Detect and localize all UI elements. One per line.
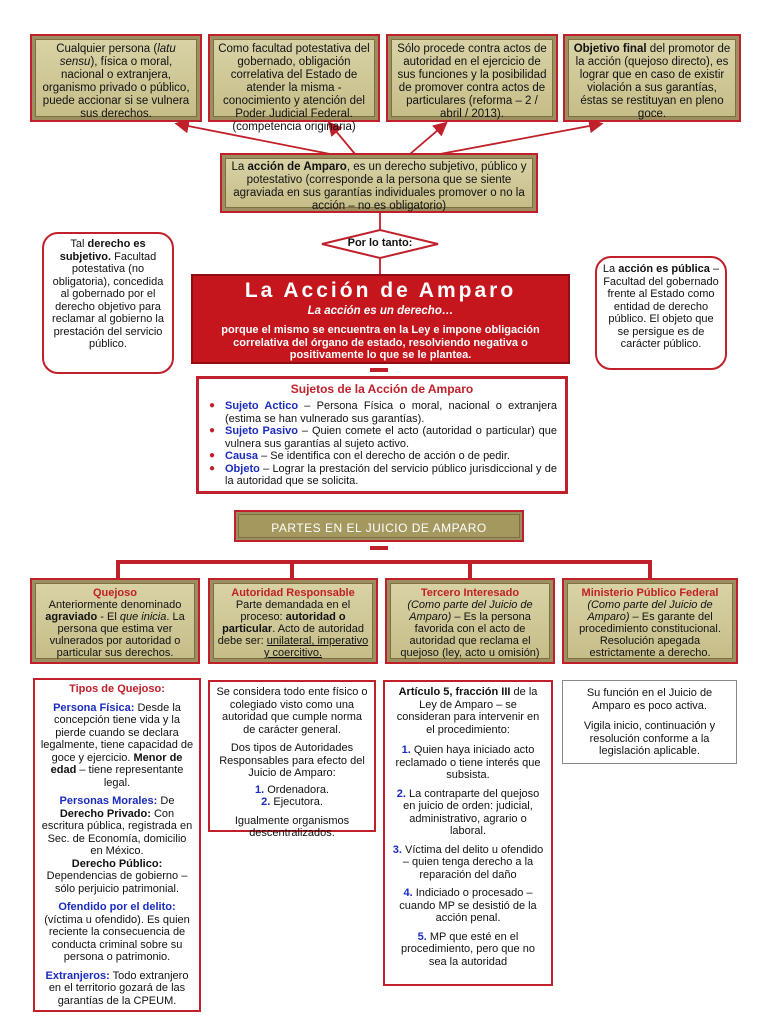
- autoridades-p3: Igualmente organismos descentralizados.: [234, 814, 350, 839]
- articulo-list: [391, 744, 545, 968]
- top-box4-rest: del promotor de la acción (quejoso directo), es lograr que en caso de existir violación a sus garantías, éstas se restituyan en pleno goce.: [575, 43, 731, 120]
- autoridades-p2: Dos tipos de Autoridades Responsables para efecto del Juicio de Amparo:: [219, 742, 365, 779]
- articulo-num: 3.: [392, 843, 402, 856]
- articulo-item-text: Víctima del delito u ofendido – quien tenga derecho a la reparación del daño: [402, 843, 544, 881]
- pm-term: Personas Morales:: [59, 795, 158, 807]
- sujeto-desc: – Quien comete el acto (autoridad o particular) que vulnera sus garantías al sujeto activo.: [225, 425, 558, 450]
- autoridades-item: [215, 796, 369, 809]
- ex-term: Extranjeros:: [45, 969, 110, 982]
- tipos-ofendido: [40, 901, 194, 964]
- articulo-5-box: [383, 680, 553, 986]
- pf-desc: Desde la concepción tiene vida y la pierde cuando se declara legalmente, tiene capacidad de goce y ejercicio.: [40, 701, 194, 764]
- funcion-p1: Su función en el Juicio de Amparo es poco activa.: [586, 687, 713, 712]
- sujetos-title: Sujetos de la Acción de Amparo: [290, 382, 474, 396]
- main-body: porque el mismo se encuentra en la Ley e impone obligación correlativa del órgano de estado, resolviendo negativa o positivamente lo que se le plantea.: [221, 324, 540, 361]
- autoridad-l2: . Acto de autoridad debe ser:: [217, 623, 364, 647]
- articulo-item-text: Indiciado o procesado – cuando MP se desistió de la acción penal.: [399, 887, 537, 924]
- sujeto-term: Sujeto Pasivo: [225, 425, 298, 437]
- articulo-num: 2.: [396, 787, 406, 800]
- center-bold: acción de Amparo: [247, 161, 347, 173]
- dp-term: Derecho Privado:: [59, 807, 151, 820]
- ministerio-i1: (Como parte del Juicio de Amparo): [587, 599, 713, 623]
- arrow-to-box4: [440, 124, 600, 154]
- autoridades-p1: Se considera todo ente físico o colegiado visto como una autoridad que cumple norma de carácter general.: [216, 686, 368, 736]
- autoridad-u1: unilateral, imperativo y coercitivo.: [263, 635, 369, 659]
- articulo-item: [391, 788, 545, 838]
- articulo-item-text: Quien haya iniciado acto reclamado o tiene interés que subsista.: [395, 744, 541, 781]
- parte-quejoso: [30, 578, 200, 664]
- parte-tercero: [385, 578, 555, 664]
- tercero-i1: (Como parte del Juicio de Amparo): [407, 599, 533, 623]
- quejoso-l3: . La persona que estima ver vulnerados por autoridad o particular sus derechos.: [49, 611, 185, 659]
- articulo-num: 5.: [417, 930, 427, 943]
- top-box1-t1: Cualquier persona (: [56, 43, 158, 55]
- of-desc: (víctima u ofendido). Es quien reciente la consecuencia de conducta criminal sobre su persona o patrimonio.: [44, 913, 190, 963]
- main-subtitle: La acción es un derecho…: [307, 305, 454, 317]
- tercero-title: Tercero Interesado: [420, 587, 520, 599]
- articulo-item: [391, 931, 545, 969]
- articulo-item: [391, 844, 545, 882]
- autoridades-item-text: Ordenadora.: [267, 783, 329, 796]
- articulo-item: [391, 744, 545, 782]
- quejoso-l1: Anteriormente denominado: [48, 599, 182, 611]
- tipos-extranjeros: [40, 970, 194, 1008]
- top-box4-bold: Objetivo final: [573, 43, 647, 55]
- tipos-title: Tipos de Quejoso:: [69, 683, 165, 695]
- autoridades-item: [215, 784, 369, 797]
- funcion-p2: Vigila inicio, continuación y resolución conforme a la legislación aplicable.: [583, 720, 716, 757]
- sujeto-desc: – Se identifica con el derecho de acción o de pedir.: [258, 450, 510, 462]
- ministerio-title: Ministerio Público Federal: [581, 587, 719, 599]
- parte-autoridad: [208, 578, 378, 664]
- autoridades-detail-box: [208, 680, 376, 839]
- ministerio-l1: – Es garante del procedimiento constitucional. Resolución apegada estrictamente a derecho.: [579, 611, 721, 659]
- right-note-accion-publica: [595, 256, 727, 370]
- sujeto-term: Objeto: [225, 462, 260, 475]
- autoridad-b1: autoridad o particular: [222, 611, 346, 635]
- arrow-to-box3: [410, 124, 445, 154]
- dpub-term: Derecho Público:: [71, 857, 163, 870]
- sujeto-item: [207, 450, 557, 463]
- autoridad-title: Autoridad Responsable: [231, 587, 355, 599]
- articulo-num: 1.: [401, 744, 411, 756]
- top-box1-t3: ), física o moral, nacional o extranjera, organismo privado o público, puede accionar si se vulnera sus derechos.: [42, 56, 190, 120]
- partes-label: PARTES EN EL JUICIO DE AMPARO: [238, 514, 520, 538]
- right-note-pre: La: [602, 263, 619, 275]
- tipos-derecho-publico: [40, 858, 194, 896]
- of-term: Ofendido por el delito:: [58, 901, 176, 913]
- center-rest: , es un derecho subjetivo, público y potestativo (corresponde a la persona que se siente agraviada en sus garantías individuales promover o no la acción – no es obligatorio): [233, 161, 527, 212]
- tipos-quejoso-box: [33, 678, 201, 1012]
- menor-desc: – tiene representante legal.: [76, 764, 184, 789]
- sujeto-desc: – Persona Física o moral, nacional o extranjera (estima se han vulnerado sus garantías).: [225, 400, 557, 425]
- right-note-bold: acción es pública: [618, 263, 710, 275]
- articulo-item-text: La contraparte del quejoso en juicio de orden: judicial, administrativo, agrario o laboral.: [403, 787, 540, 837]
- tipos-personas-morales: [40, 795, 194, 858]
- quejoso-b1: agraviado: [45, 611, 98, 623]
- sujeto-item: [207, 425, 557, 450]
- articulo-intro: [391, 686, 545, 736]
- top-box-facultad: [208, 34, 380, 133]
- top-box3-text: Sólo procede contra actos de autoridad en el ejercicio de sus funciones y la posibilidad de promover contra actos de particulares (reforma – 2 / abril / 2013).: [391, 39, 553, 117]
- sujeto-desc: – Lograr la prestación del servicio público jurisdiccional y de la autoridad que se solicita.: [225, 462, 557, 487]
- left-note-derecho-subjetivo: [42, 232, 174, 374]
- diamond-label: Por lo tanto:: [347, 237, 413, 249]
- autoridades-item-text: Ejecutora.: [273, 796, 323, 808]
- parte-ministerio: [562, 578, 738, 664]
- main-title: La Acción de Amparo: [244, 279, 517, 302]
- left-note-pre: Tal: [70, 238, 88, 250]
- articulo-rest: de la Ley de Amparo – se consideran para intervenir en el procedimiento:: [396, 686, 540, 736]
- sujeto-term: Sujeto Actico: [225, 400, 299, 412]
- dp-desc: Con escritura pública, registrada en Sec. de Economía, domicilio en México.: [41, 807, 193, 857]
- top-box2-text: Como facultad potestativa del gobernado, obligación correlativa del Estado de atender la misma - conocimiento y atención del Poder Judicial Federal. (competencia originaria): [213, 39, 375, 117]
- autoridades-num: 1.: [254, 783, 265, 796]
- funcion-ministerio-box: [562, 680, 737, 764]
- quejoso-l2: - El: [97, 611, 120, 623]
- partes-label-box: [234, 510, 524, 542]
- articulo-num: 4.: [403, 887, 413, 899]
- left-note-bold: derecho es subjetivo.: [59, 238, 146, 263]
- tercero-l1: – Es la persona favorida con el acto de autoridad que reclama el quejoso (ley, acto u omisión): [400, 611, 540, 659]
- autoridad-l1: Parte demandada en el proceso:: [235, 599, 351, 623]
- sujetos-box: [196, 376, 568, 494]
- top-box-procede: [386, 34, 558, 122]
- sujeto-item: [207, 400, 557, 425]
- articulo-item-text: MP que esté en el procedimiento, pero que no sea la autoridad: [401, 930, 535, 968]
- pm-desc: De: [157, 795, 175, 807]
- top-box1-t2: latu sensu: [59, 43, 176, 68]
- sujeto-term: Causa: [225, 450, 259, 462]
- sujetos-list: [207, 400, 557, 488]
- articulo-item: [391, 887, 545, 925]
- left-note-rest: Facultad potestativa (no obligatoria), concedida al gobernado por el derecho objetivo para reclamar al gobierno la prestación del servicio público.: [52, 250, 164, 350]
- quejoso-i1: que inicia: [119, 611, 167, 623]
- right-note-rest: – Facultad del gobernado frente al Estado como entidad de derecho público. El objeto que se persigue es de carácter público.: [603, 263, 720, 350]
- center-definition-box: [220, 153, 538, 213]
- dpub-desc: Dependencias de gobierno – sólo perjuicio patrimonial.: [46, 870, 188, 895]
- pf-term: Persona Física:: [53, 701, 135, 714]
- autoridades-num: 2.: [261, 796, 271, 808]
- sujeto-item: [207, 463, 557, 488]
- ex-desc: Todo extranjero en el territorio gozará de las garantías de la CPEUM.: [48, 969, 189, 1007]
- center-pre: La: [231, 161, 248, 173]
- articulo-bold: Artículo 5, fracción III: [398, 686, 511, 698]
- top-box-cualquier-persona: [30, 34, 202, 122]
- tipos-persona-fisica: [40, 702, 194, 790]
- main-accion-amparo-box: [191, 274, 570, 364]
- menor-term: Menor de edad: [50, 751, 183, 776]
- top-box-objetivo: [563, 34, 741, 122]
- quejoso-title: Quejoso: [92, 587, 137, 599]
